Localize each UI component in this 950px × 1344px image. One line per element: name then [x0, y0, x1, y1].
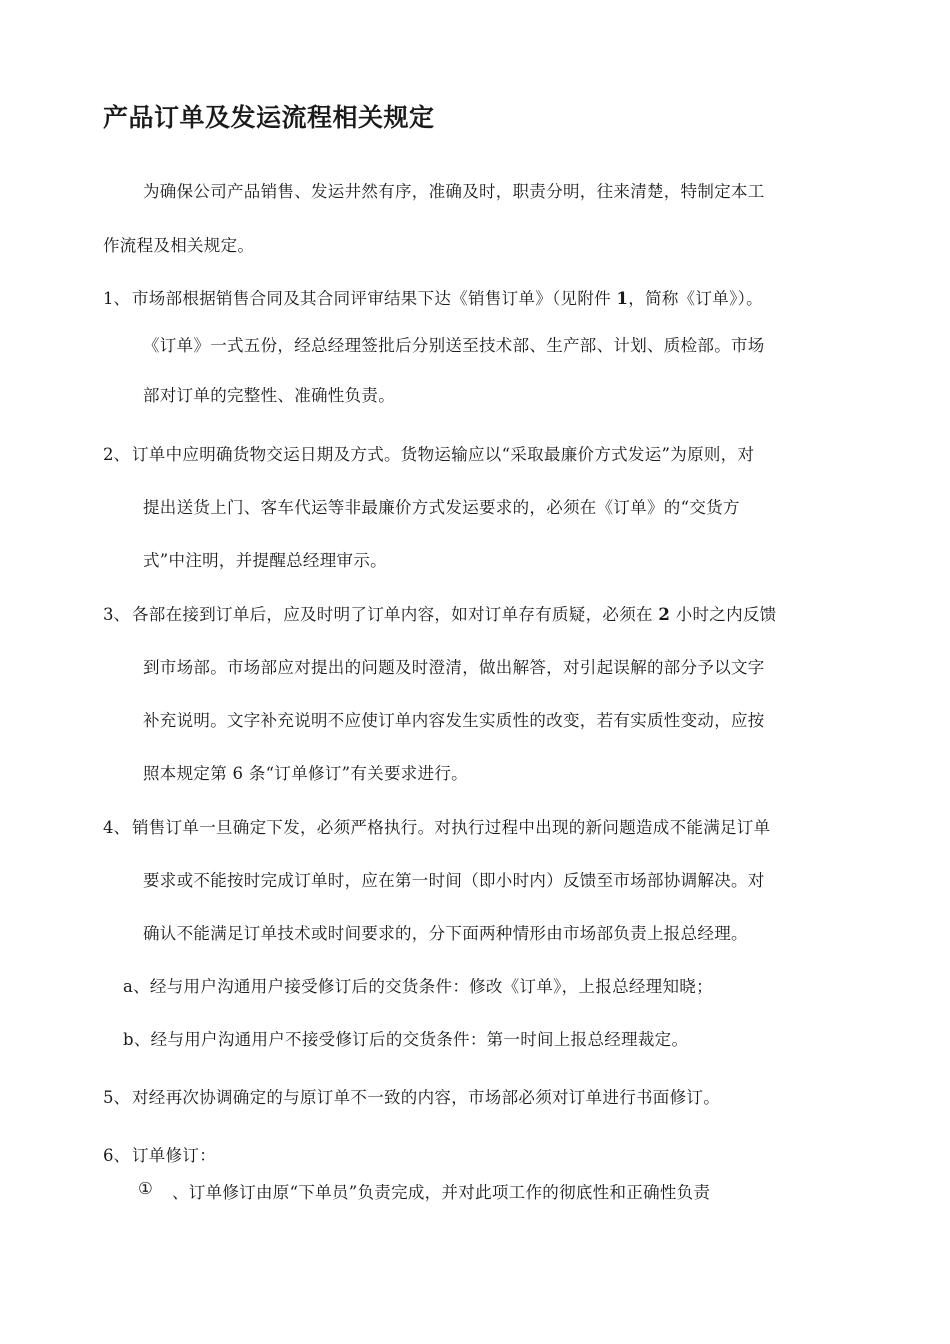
document-title: 产品订单及发运流程相关规定: [103, 103, 435, 132]
intro-line-2: 作流程及相关规定。: [103, 236, 255, 255]
item-3-line-1: 各部在接到订单后，应及时明了订单内容，如对订单存有质疑，必须在 2 小时之内反馈: [132, 605, 777, 624]
item-6-text: 订单修订：: [132, 1146, 216, 1165]
item-4-number: 4、: [103, 818, 130, 837]
item-5-text: 对经再次协调确定的与原订单不一致的内容，市场部必须对订单进行书面修订。: [132, 1088, 720, 1107]
item-3-line-3: 补充说明。文字补充说明不应使订单内容发生实质性的改变，若有实质性变动，应按: [143, 711, 765, 730]
item-2-line-2: 提出送货上门、客车代运等非最廉价方式发运要求的，必须在《订单》的“交货方: [143, 498, 740, 517]
item-1-number: 1、: [103, 289, 130, 308]
item-1-line-3: 部对订单的完整性、准确性负责。: [143, 386, 395, 405]
item-1-line-2: 《订单》一式五份，经总经理签批后分别送至技术部、生产部、计划、质检部。市场: [143, 336, 765, 355]
item-3-bold-number: 2: [658, 605, 671, 624]
item-6-1-marker: ①: [138, 1179, 153, 1198]
item-4-line-3: 确认不能满足订单技术或时间要求的，分下面两种情形由市场部负责上报总经理。: [143, 924, 748, 943]
item-2-line-3: 式”中注明，并提醒总经理审示。: [143, 551, 387, 570]
item-6-1-text: 、订单修订由原“下单员”负责完成，并对此项工作的彻底性和正确性负责: [172, 1183, 711, 1202]
item-2-line-1: 订单中应明确货物交运日期及方式。货物运输应以“采取最廉价方式发运”为原则，对: [132, 445, 755, 464]
intro-line-1: 为确保公司产品销售、发运井然有序，准确及时，职责分明，往来清楚，特制定本工: [143, 182, 765, 201]
item-2-number: 2、: [103, 445, 130, 464]
item-6-number: 6、: [103, 1146, 130, 1165]
item-1-line-1: 市场部根据销售合同及其合同评审结果下达《销售订单》（见附件 1，简称《订单》）。: [132, 289, 763, 308]
item-5-number: 5、: [103, 1088, 130, 1107]
item-4-line-1: 销售订单一旦确定下发，必须严格执行。对执行过程中出现的新问题造成不能满足订单: [132, 818, 771, 837]
item-3-number: 3、: [103, 605, 130, 624]
item-4-line-2: 要求或不能按时完成订单时，应在第一时间（即小时内）反馈至市场部协调解决。对: [143, 871, 765, 890]
sub-item-a: a、经与用户沟通用户接受修订后的交货条件：修改《订单》，上报总经理知晓；: [123, 977, 713, 996]
sub-item-b: b、经与用户沟通用户不接受修订后的交货条件：第一时间上报总经理裁定。: [123, 1030, 689, 1049]
item-3-line-2: 到市场部。市场部应对提出的问题及时澄清，做出解答，对引起误解的部分予以文字: [143, 658, 765, 677]
item-1-bold-number: 1: [616, 289, 629, 308]
item-3-line-4: 照本规定第 6 条“订单修订”有关要求进行。: [143, 764, 468, 783]
